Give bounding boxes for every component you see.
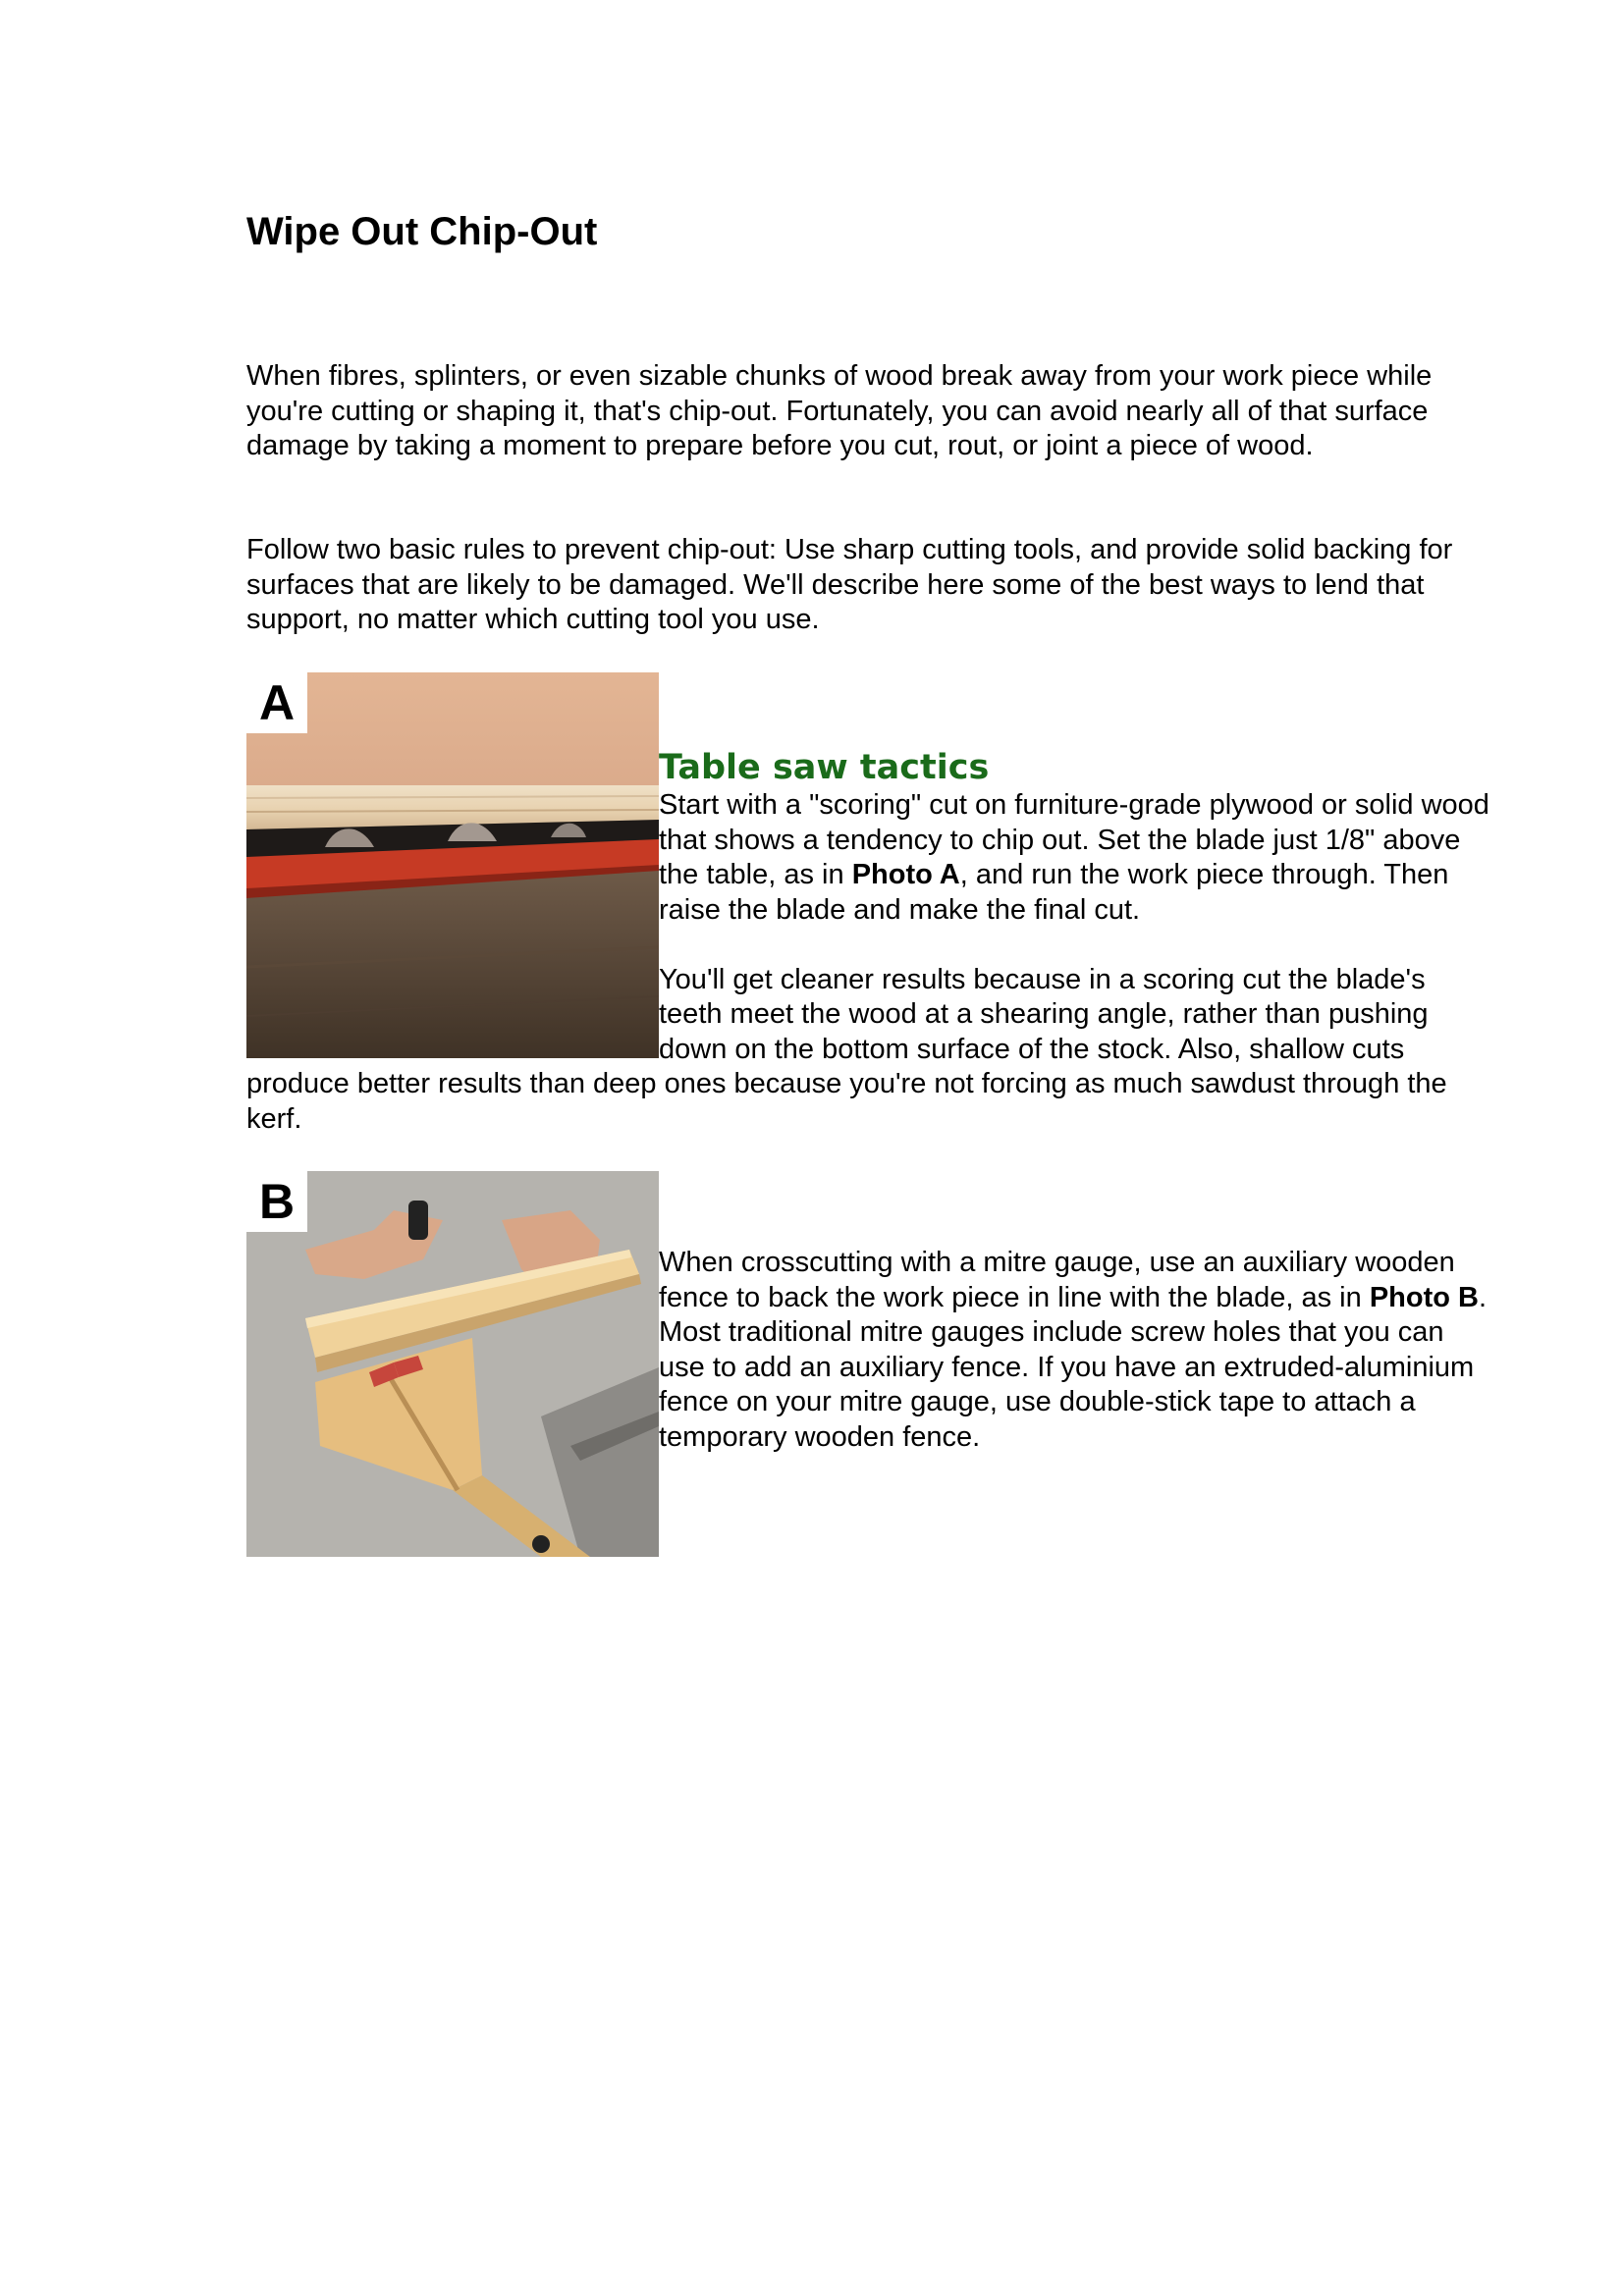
section-b-p1-text-end: . Most traditional mitre gauges include screw holes that you can use to add an auxiliary fence. If you have an extruded-aluminium fence on your mitre gauge, use double-stick tape to attach a temporary wooden fence.	[659, 1281, 1488, 1453]
section-a-paragraph-2: You'll get cleaner results because in a scoring cut the blade's teeth meet the wood at a shearing angle, rather than pushing down on the bottom surface of the stock. Also, shallow cuts produce better results than deep ones because you're not forcing as much sawdust through the kerf.	[246, 963, 1447, 1135]
section-b-p1-text: When crosscutting with a mitre gauge, use an auxiliary wooden fence to back the work piece in line with the blade, as in	[659, 1247, 1455, 1313]
photo-b	[246, 1171, 659, 1557]
photo-a-label: A	[246, 672, 307, 733]
photo-a-image	[246, 672, 659, 1058]
page-title: Wipe Out Chip-Out	[246, 210, 598, 253]
section-a-p1-text-end: , and run the work piece through. Then raise the blade and make the final cut.	[659, 859, 1449, 926]
section-table-saw	[246, 672, 1493, 1137]
photo-a-reference: Photo A	[851, 859, 960, 890]
section-a-p1-text: Start with a "scoring" cut on furniture-grade plywood or solid wood that shows a tendency to chip out. Set the blade just 1/8" above the table, as in	[659, 789, 1489, 890]
photo-b-label: B	[246, 1171, 307, 1232]
photo-b-reference: Photo B	[1369, 1281, 1479, 1313]
photo-b-image	[246, 1171, 659, 1557]
intro-paragraph-1: When fibres, splinters, or even sizable chunks of wood break away from your work piece while you're cutting or shaping it, that's chip-out. Fortunately, you can avoid nearly all of that surface damage by taking a moment to prepare before you cut, rout, or joint a piece of wood.	[246, 360, 1433, 461]
section-heading-table-saw: Table saw tactics	[659, 748, 990, 787]
section-mitre-gauge	[246, 1171, 1493, 1557]
intro-paragraph-2: Follow two basic rules to prevent chip-out: Use sharp cutting tools, and provide solid backing for surfaces that are likely to be damaged. We'll describe here some of the best ways to lend that support, no matter which cutting tool you use.	[246, 534, 1453, 635]
photo-a	[246, 672, 659, 1058]
